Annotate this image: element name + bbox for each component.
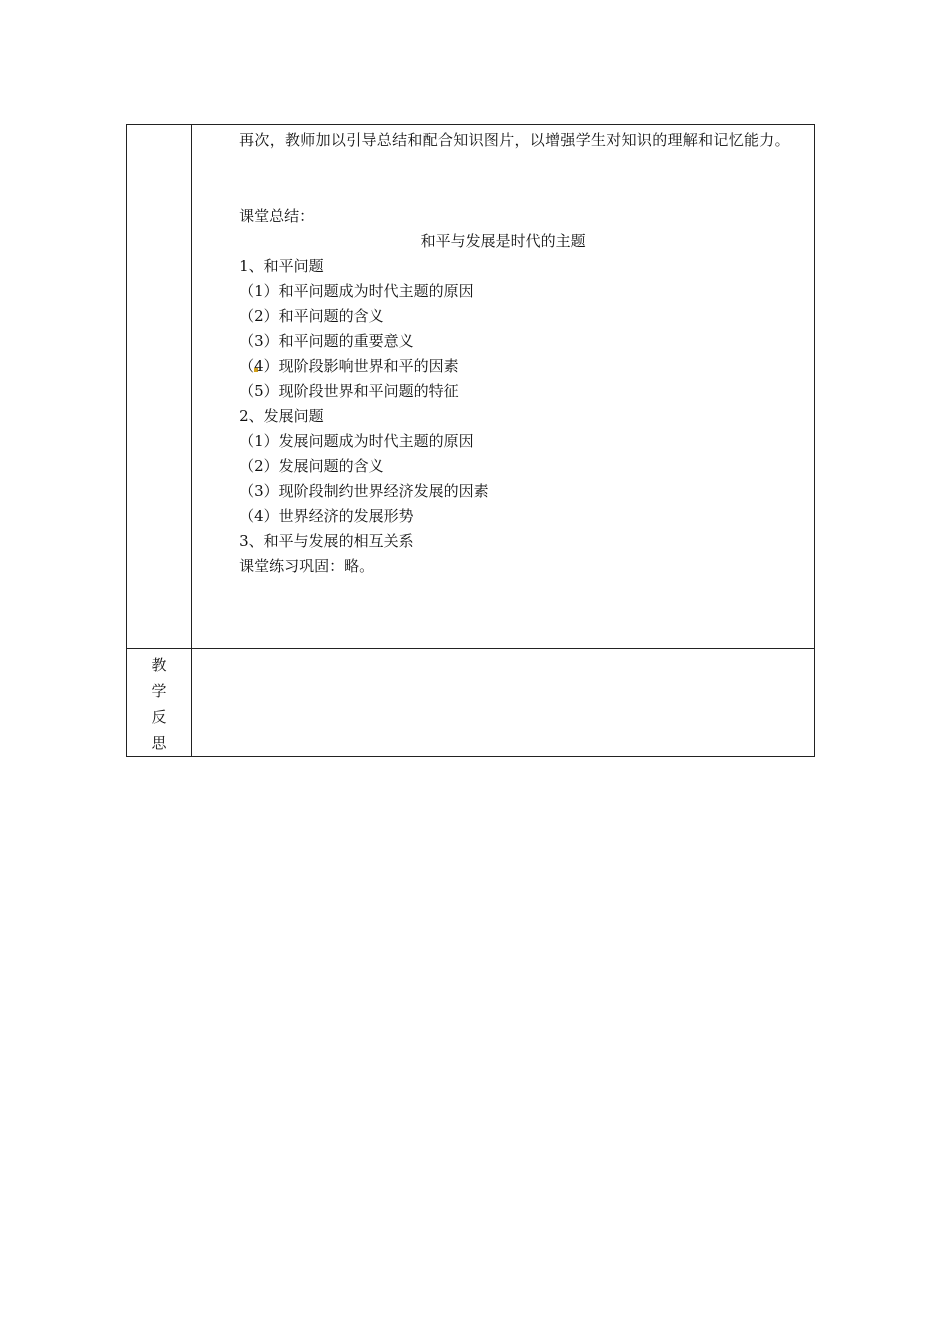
- summary-title: 和平与发展是时代的主题: [420, 232, 586, 250]
- item-prefix: （: [239, 357, 255, 375]
- section-heading-relationship: 3、和平与发展的相互关系: [239, 532, 414, 550]
- summary-heading: 课堂总结：: [239, 207, 315, 225]
- list-item: （2）发展问题的含义: [239, 457, 384, 475]
- item-text: 4）现阶段影响世界和平的因素: [254, 357, 459, 375]
- list-item: （5）现阶段世界和平问题的特征: [239, 382, 459, 400]
- list-item: （4）世界经济的发展形势: [239, 507, 414, 525]
- list-item: [239, 354, 459, 379]
- list-item: （3）现阶段制约世界经济发展的因素: [239, 482, 489, 500]
- reflection-content-cell: [192, 649, 815, 757]
- intro-paragraph: 再次，教师加以引导总结和配合知识图片，以增强学生对知识的理解和记忆能力。: [239, 131, 790, 149]
- content-cell: [192, 125, 815, 649]
- reflection-char: 反: [151, 708, 167, 726]
- section-heading-development: 2、发展问题: [239, 407, 324, 425]
- reflection-label: [127, 649, 191, 756]
- lesson-plan-table: [126, 124, 815, 757]
- list-item: （1）和平问题成为时代主题的原因: [239, 282, 474, 300]
- list-item: （2）和平问题的含义: [239, 307, 384, 325]
- reflection-row: [127, 649, 815, 757]
- content-row: [127, 125, 815, 649]
- practice-line: 课堂练习巩固：略。: [239, 557, 375, 575]
- reflection-char: 学: [151, 682, 167, 700]
- section-heading-peace: 1、和平问题: [239, 257, 324, 275]
- list-item: （1）发展问题成为时代主题的原因: [239, 432, 474, 450]
- reflection-char: 教: [151, 656, 167, 674]
- list-item: （3）和平问题的重要意义: [239, 332, 414, 350]
- reflection-char: 思: [151, 734, 167, 752]
- reflection-label-cell: [127, 649, 192, 757]
- empty-label-cell: [127, 125, 192, 649]
